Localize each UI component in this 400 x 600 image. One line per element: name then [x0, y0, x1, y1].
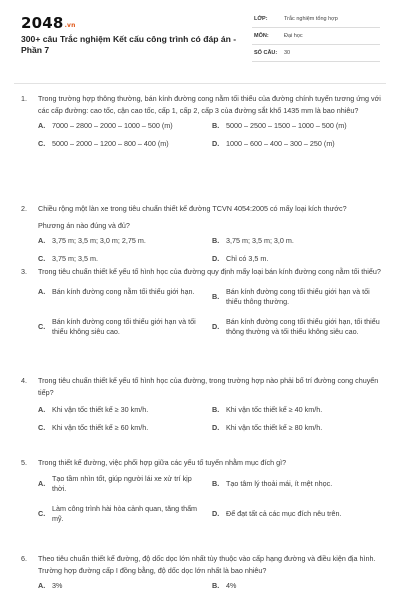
- option-a[interactable]: [38, 121, 208, 132]
- option-letter: A.: [38, 405, 46, 414]
- option-b[interactable]: [212, 405, 382, 416]
- option-text: 3,75 m; 3,5 m; 3,0 m; 2,75 m.: [52, 236, 146, 245]
- option-letter: D.: [212, 139, 220, 148]
- question-2: [21, 203, 381, 270]
- info-row-subject: [252, 30, 380, 45]
- option-d[interactable]: [212, 509, 382, 520]
- question-1: [21, 93, 381, 155]
- option-text: Làm công trình hài hòa cảnh quan, tăng thẩm mỹ.: [52, 503, 198, 523]
- option-c[interactable]: [38, 504, 208, 525]
- option-text: Khi vận tốc thiết kế ≥ 40 km/h.: [226, 405, 323, 414]
- option-text: 3,75 m; 3,5 m.: [52, 254, 98, 263]
- option-text: 4%: [226, 581, 237, 590]
- question-number: 3.: [21, 267, 27, 276]
- option-text: Khi vận tốc thiết kế ≥ 80 km/h.: [226, 423, 323, 432]
- header-divider: [14, 83, 386, 84]
- option-letter: C.: [38, 254, 46, 263]
- option-letter: D.: [212, 423, 220, 432]
- option-c[interactable]: [38, 423, 208, 434]
- info-label: MÔN:: [254, 33, 269, 39]
- question-text: Trong thiết kế đường, việc phối hợp giữa các yếu tố tuyến nhằm mục đích gì?: [38, 458, 287, 467]
- option-letter: C.: [38, 321, 46, 331]
- option-text: 7000 – 2800 – 2000 – 1000 – 500 (m): [52, 121, 173, 130]
- option-b[interactable]: [212, 287, 382, 308]
- options-grid: [38, 581, 381, 595]
- option-text: Bán kính đường cong nằm tối thiểu giới hạn.: [52, 286, 195, 296]
- document-title: 300+ câu Trắc nghiệm Kết cấu công trình có đáp án - Phần 7: [21, 34, 237, 55]
- option-d[interactable]: [212, 254, 382, 265]
- option-letter: D.: [212, 254, 220, 263]
- option-letter: A.: [38, 236, 46, 245]
- question-number: 1.: [21, 94, 27, 103]
- options-grid: [38, 474, 381, 534]
- option-c[interactable]: [38, 254, 208, 265]
- option-letter: A.: [38, 478, 46, 488]
- option-letter: D.: [212, 508, 220, 518]
- question-number: 2.: [21, 204, 27, 213]
- option-a[interactable]: [38, 287, 208, 298]
- question-3: [21, 266, 381, 345]
- option-text: Khi vận tốc thiết kế ≥ 30 km/h.: [52, 405, 149, 414]
- option-a[interactable]: [38, 405, 208, 416]
- question-text: Trong trường hợp thông thường, bán kính đường cong nằm tối thiểu của đường chính tuyến tương ứng với các cấp đường: cao tốc, cận cao tốc, cấp 1, cấp 2, cấp 3 của đường sắt khổ 1435 mm là bao nhiêu?: [38, 94, 381, 115]
- option-letter: B.: [212, 478, 220, 488]
- option-d[interactable]: [212, 139, 382, 150]
- option-c[interactable]: [38, 139, 208, 150]
- info-row-class: [252, 13, 380, 28]
- question-4: [21, 375, 381, 437]
- options-grid: [38, 403, 381, 437]
- option-text: Chỉ có 3,5 m.: [226, 254, 269, 263]
- option-text: 3,75 m; 3,5 m; 3,0 m.: [226, 236, 294, 245]
- option-letter: A.: [38, 286, 46, 296]
- option-letter: C.: [38, 508, 46, 518]
- option-text: Tạo tâm lý thoải mái, ít mệt nhọc.: [226, 478, 333, 488]
- option-a[interactable]: [38, 236, 208, 247]
- option-letter: B.: [212, 236, 220, 245]
- question-6: [21, 553, 381, 595]
- option-text: 1000 – 600 – 400 – 300 – 250 (m): [226, 139, 335, 148]
- question-text: Trong tiêu chuẩn thiết kế yếu tố hình học của đường, trong trường hợp nào phải bố trí đường cong chuyển tiếp?: [38, 376, 379, 397]
- info-label: SỐ CÂU:: [254, 50, 278, 56]
- options-grid: [38, 121, 381, 155]
- question-text: Theo tiêu chuẩn thiết kế đường, độ dốc dọc lớn nhất tùy thuộc vào cấp hạng đường và điều kiện địa hình. Trường hợp đường cấp I đồng bằng, độ dốc dọc lớn nhất là bao nhiêu?: [38, 554, 376, 575]
- option-letter: C.: [38, 139, 46, 148]
- option-text: 5000 – 2500 – 1500 – 1000 – 500 (m): [226, 121, 347, 130]
- option-text: Để đạt tất cả các mục đích nêu trên.: [226, 508, 342, 518]
- option-letter: A.: [38, 581, 46, 590]
- option-text: 3%: [52, 581, 63, 590]
- info-label: LỚP:: [254, 16, 268, 22]
- option-a[interactable]: [38, 474, 208, 495]
- option-letter: B.: [212, 581, 220, 590]
- option-text: Tạo tầm nhìn tốt, giúp người lái xe xử trí kịp thời.: [52, 473, 192, 493]
- question-number: 6.: [21, 554, 27, 563]
- question-subtext: Phương án nào đúng và đủ?: [38, 220, 130, 230]
- logo-suffix: .vn: [64, 22, 76, 29]
- option-d[interactable]: [212, 317, 382, 338]
- options-grid: [38, 236, 381, 270]
- question-5: [21, 457, 381, 534]
- option-text: Bán kính đường cong tối thiểu giới hạn, tối thiểu thông thường và tối thiểu không siêu cao.: [226, 316, 380, 336]
- question-text: Trong tiêu chuẩn thiết kế yếu tố hình học của đường quy định mấy loại bán kính đường cong nằm tối thiểu?: [38, 267, 381, 276]
- option-letter: D.: [212, 321, 220, 331]
- option-b[interactable]: [212, 479, 382, 490]
- question-number: 4.: [21, 376, 27, 385]
- option-text: Bán kính đường cong tối thiểu giới hạn và tối thiểu không siêu cao.: [52, 316, 196, 336]
- info-row-count: [252, 47, 380, 62]
- option-letter: B.: [212, 121, 220, 130]
- option-text: Khi vận tốc thiết kế ≥ 60 km/h.: [52, 423, 149, 432]
- site-logo[interactable]: [21, 14, 76, 32]
- question-text: Chiều rộng một làn xe trong tiêu chuẩn thiết kế đường TCVN 4054:2005 có mấy loại kích thước?: [38, 204, 347, 213]
- option-b[interactable]: [212, 236, 382, 247]
- options-grid: [38, 283, 381, 345]
- option-text: 5000 – 2000 – 1200 – 800 – 400 (m): [52, 139, 169, 148]
- info-value: Trắc nghiệm tổng hợp: [284, 16, 338, 22]
- option-letter: B.: [212, 291, 220, 301]
- option-d[interactable]: [212, 423, 382, 434]
- option-c[interactable]: [38, 317, 208, 338]
- info-value: 30: [284, 50, 291, 56]
- option-letter: A.: [38, 121, 46, 130]
- option-a[interactable]: [38, 581, 208, 592]
- info-panel: [252, 13, 380, 64]
- page-header: [0, 0, 400, 80]
- option-b[interactable]: [212, 581, 382, 592]
- info-value: Đại học: [284, 33, 303, 39]
- option-letter: C.: [38, 423, 46, 432]
- question-number: 5.: [21, 458, 27, 467]
- option-b[interactable]: [212, 121, 382, 132]
- option-text: Bán kính đường cong tối thiểu giới hạn và tối thiểu thông thường.: [226, 286, 370, 306]
- logo-text: 2048: [21, 14, 64, 32]
- option-letter: B.: [212, 405, 220, 414]
